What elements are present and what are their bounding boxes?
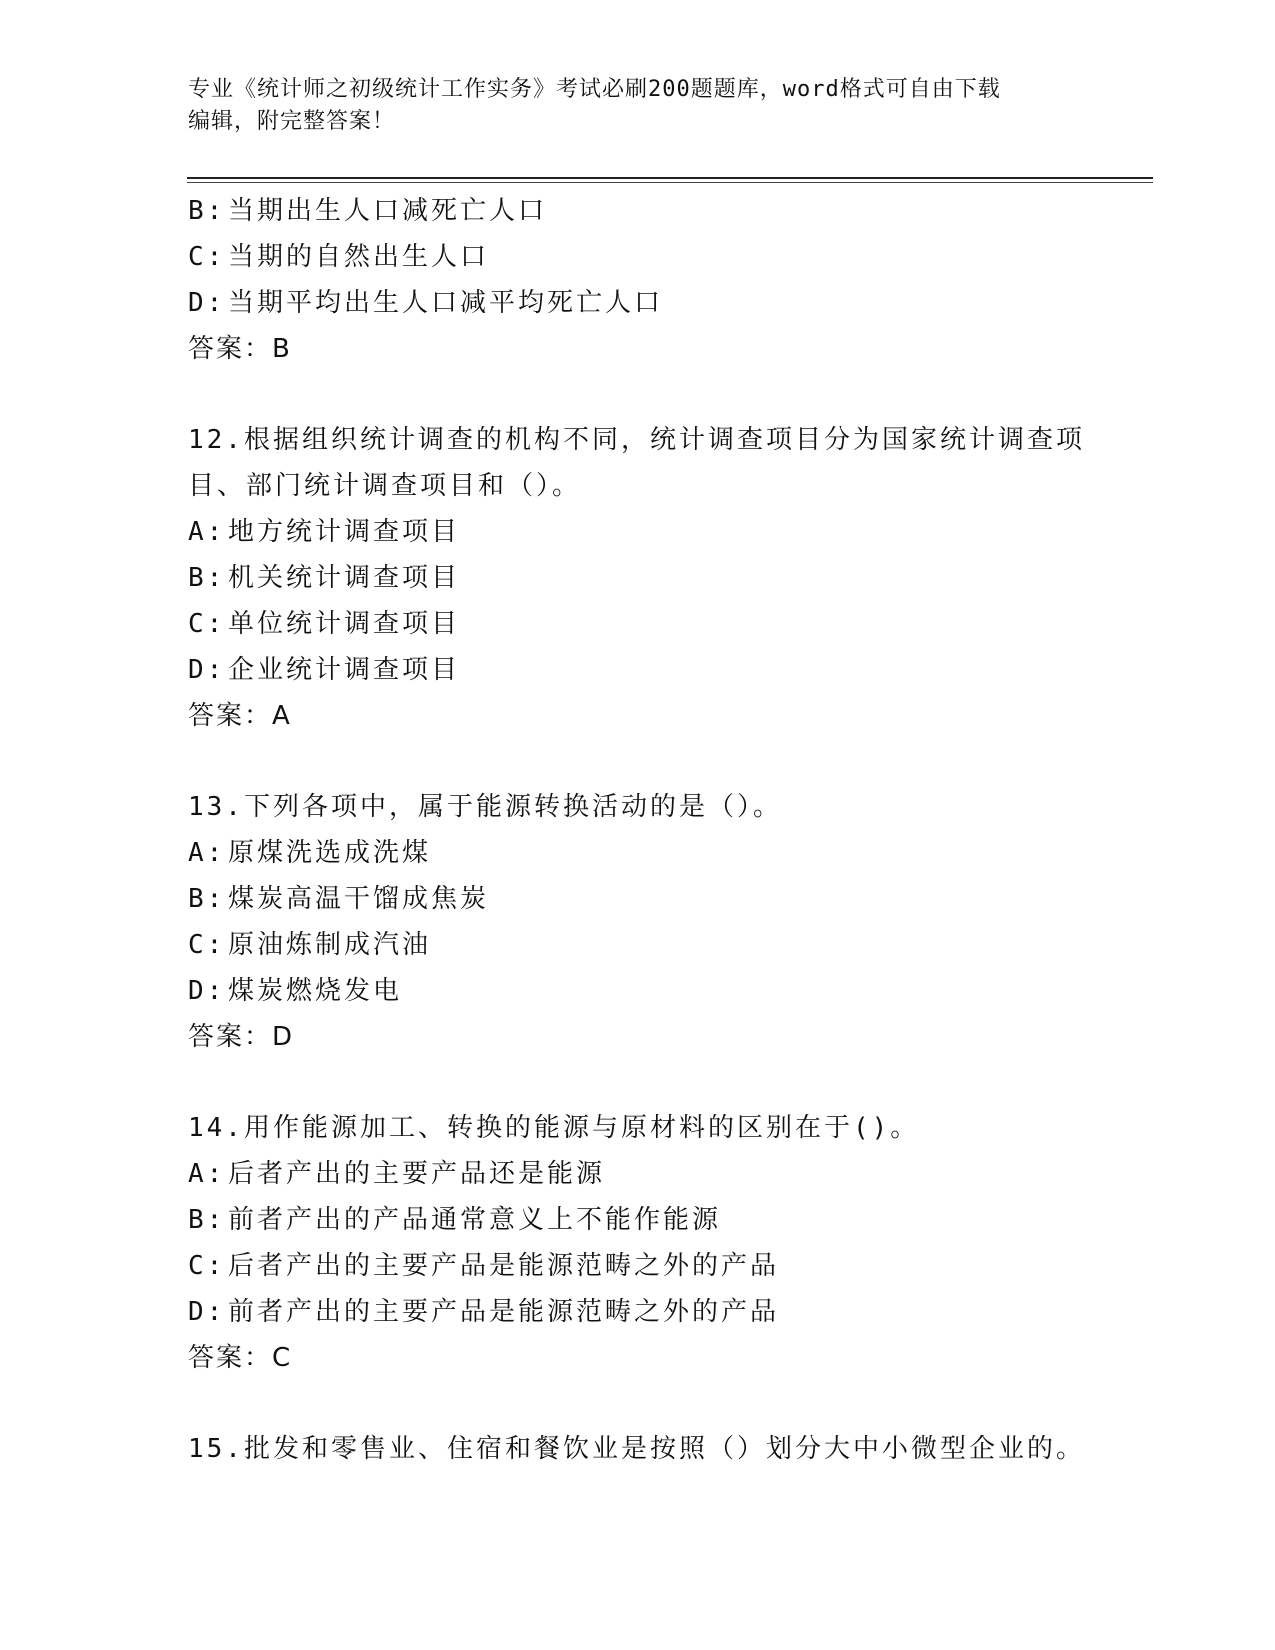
header-title-line-1: 专业《统计师之初级统计工作实务》考试必刷200题题库，word格式可自由下载 [188, 77, 1001, 102]
question-content [188, 188, 1088, 1472]
option-letter: C: [188, 1251, 226, 1281]
option-letter: B: [188, 884, 226, 914]
option-c [188, 601, 1088, 647]
option-c [188, 234, 1088, 280]
option-letter: A: [188, 838, 226, 868]
option-letter: D: [188, 288, 226, 318]
option-letter: B: [188, 563, 226, 593]
option-b [188, 555, 1088, 601]
option-letter: B: [188, 196, 226, 226]
option-text: 前者产出的产品通常意义上不能作能源 [228, 1205, 722, 1235]
option-c [188, 922, 1088, 968]
option-text: 煤炭燃烧发电 [228, 976, 403, 1006]
option-text: 后者产出的主要产品是能源范畴之外的产品 [228, 1251, 780, 1281]
question-stem-line-1: 13.下列各项中，属于能源转换活动的是（）。 [188, 792, 782, 822]
option-text: 原煤洗选成洗煤 [228, 838, 432, 868]
option-d [188, 968, 1088, 1014]
option-d [188, 1289, 1088, 1335]
option-letter: C: [188, 242, 226, 272]
option-text: 当期出生人口减死亡人口 [228, 196, 548, 226]
option-letter: D: [188, 976, 226, 1006]
option-text: 原油炼制成汽油 [228, 930, 432, 960]
answer-line: 答案：D [188, 1022, 295, 1052]
question-14 [188, 1105, 1088, 1381]
header-divider [187, 177, 1153, 183]
question-15 [188, 1426, 1088, 1472]
answer-line: 答案：A [188, 701, 292, 731]
option-letter: D: [188, 655, 226, 685]
option-a [188, 1151, 1088, 1197]
option-letter: B: [188, 1205, 226, 1235]
option-text: 后者产出的主要产品还是能源 [228, 1159, 606, 1189]
question-stem-line-1: 15.批发和零售业、住宿和餐饮业是按照（）划分大中小微型企业的。 [188, 1434, 1085, 1464]
answer-line: 答案：C [188, 1343, 293, 1373]
answer-line: 答案：B [188, 334, 292, 364]
question-12 [188, 417, 1088, 739]
option-text: 地方统计调查项目 [228, 517, 461, 547]
option-a [188, 830, 1088, 876]
question-stem-line-1: 12.根据组织统计调查的机构不同，统计调查项目分为国家统计调查项 [188, 425, 1085, 455]
question-stem-line-1: 14.用作能源加工、转换的能源与原材料的区别在于()。 [188, 1113, 920, 1143]
option-text: 当期的自然出生人口 [228, 242, 490, 272]
option-letter: C: [188, 930, 226, 960]
option-text: 煤炭高温干馏成焦炭 [228, 884, 490, 914]
header-title-line-2: 编辑，附完整答案！ [188, 109, 396, 134]
option-letter: C: [188, 609, 226, 639]
option-text: 当期平均出生人口减平均死亡人口 [228, 288, 664, 318]
option-letter: A: [188, 1159, 226, 1189]
option-text: 单位统计调查项目 [228, 609, 461, 639]
option-b [188, 876, 1088, 922]
option-letter: D: [188, 1297, 226, 1327]
option-d [188, 280, 1088, 326]
option-b [188, 1197, 1088, 1243]
question-11 [188, 188, 1088, 372]
option-text: 企业统计调查项目 [228, 655, 461, 685]
option-d [188, 647, 1088, 693]
option-c [188, 1243, 1088, 1289]
option-a [188, 509, 1088, 555]
document-header [188, 74, 1088, 138]
question-stem-line-2: 目、部门统计调查项目和（）。 [188, 471, 582, 501]
question-13 [188, 784, 1088, 1060]
option-letter: A: [188, 517, 226, 547]
option-text: 前者产出的主要产品是能源范畴之外的产品 [228, 1297, 780, 1327]
option-b [188, 188, 1088, 234]
option-text: 机关统计调查项目 [228, 563, 461, 593]
